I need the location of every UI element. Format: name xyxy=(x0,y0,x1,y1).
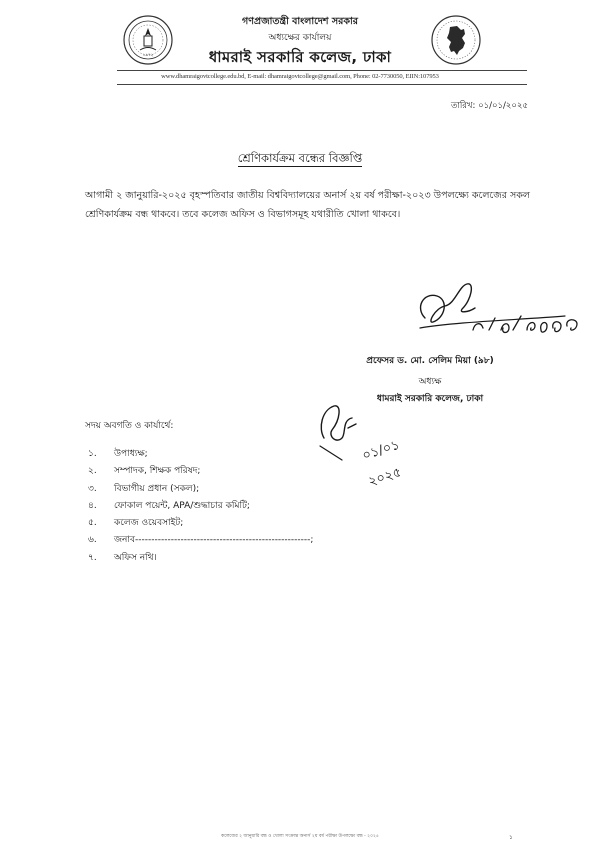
list-item-text: বিভাগীয় প্রধান (সকল); xyxy=(114,483,200,494)
list-item-number: ৬. xyxy=(88,535,97,546)
list-item xyxy=(88,446,313,463)
contact-line: www.dhamraigovtcollege.edu.bd, E-mail: dhamraigovtcollege@gmail.com, Phone: 02-7730050, EIIN:107953 xyxy=(161,73,439,80)
list-item xyxy=(88,532,313,549)
college-name: ধামরাই সরকারি কলেজ, ঢাকা xyxy=(208,48,392,66)
cc-title: সদয় অবগতি ও কার্যার্থে: xyxy=(85,421,174,431)
svg-text:২০২৫: ২০২৫ xyxy=(366,465,404,490)
principal-signature xyxy=(405,278,595,346)
notice-subject xyxy=(0,150,600,169)
list-item xyxy=(88,498,313,515)
page-number: ১ xyxy=(509,834,513,841)
list-item-text: সম্পাদক, শিক্ষক পরিষদ; xyxy=(114,466,201,477)
list-item-text: ফোকাল পয়েন্ট, APA/শুদ্ধাচার কমিটি; xyxy=(114,500,250,511)
footer-text: কলেজের ২ জানুয়ারি বন্ধ ও খোলা সংক্রান্ত অনার্স ২য় বর্ষ পরীক্ষা উপলক্ষ্যে বন্ধ - ২০২৫ xyxy=(221,834,379,839)
list-item xyxy=(88,550,313,567)
list-item xyxy=(88,463,313,480)
list-item-text: অফিস নথি। xyxy=(114,552,157,563)
principal-title: অধ্যক্ষ xyxy=(418,377,442,387)
cc-list xyxy=(88,446,313,567)
list-item xyxy=(88,515,313,532)
list-item-text: জনাব------------------------------------------------------; xyxy=(114,535,314,546)
list-item-text: কলেজ ওয়েবসাইট; xyxy=(114,518,184,529)
handwritten-initials xyxy=(312,398,432,498)
office-title: অধ্যক্ষের কার্যালয় xyxy=(268,33,332,43)
header-divider-bottom xyxy=(117,84,527,85)
subject-text: শ্রেণিকার্যক্রম বন্ধের বিজ্ঞপ্তি xyxy=(237,151,363,165)
notice-body: আগামী ২ জানুয়ারি-২০২৫ বৃহস্পতিবার জাতীয় বিশ্ববিদ্যালয়ের অনার্স ২য় বর্ষ পরীক্ষা-২০২৩ উপলক্ষ্যে কলেজের সকল শ্রেণিকার্যক্রম বন্ধ থাকবে। তবে কলেজ অফিস ও বিভাগসমূহ যথারীতি খোলা থাকবে। xyxy=(85,190,530,220)
list-item-number: ৫. xyxy=(88,518,97,529)
govt-title: গণপ্রজাতন্ত্রী বাংলাদেশ সরকার xyxy=(242,16,358,27)
principal-college: ধামরাই সরকারি কলেজ, ঢাকা xyxy=(376,394,484,404)
list-item xyxy=(88,481,313,498)
list-item-number: ৭. xyxy=(88,552,97,563)
list-item-text: উপাধ্যক্ষ; xyxy=(114,449,148,459)
svg-text:০১/০১: ০১/০১ xyxy=(360,437,402,464)
list-item-number: ৩. xyxy=(88,483,97,494)
notice-date: তারিখ: ০১/০১/২০২৫ xyxy=(450,101,528,111)
list-item-number: ৪. xyxy=(88,500,97,511)
header-divider-top xyxy=(117,70,527,71)
list-item-number: ১. xyxy=(88,449,97,459)
principal-name: প্রফেসর ড. মো. সেলিম মিয়া (৯৮) xyxy=(366,356,494,366)
list-item-number: ২. xyxy=(88,466,97,477)
svg-text:১৯৭২: ১৯৭২ xyxy=(142,52,154,57)
